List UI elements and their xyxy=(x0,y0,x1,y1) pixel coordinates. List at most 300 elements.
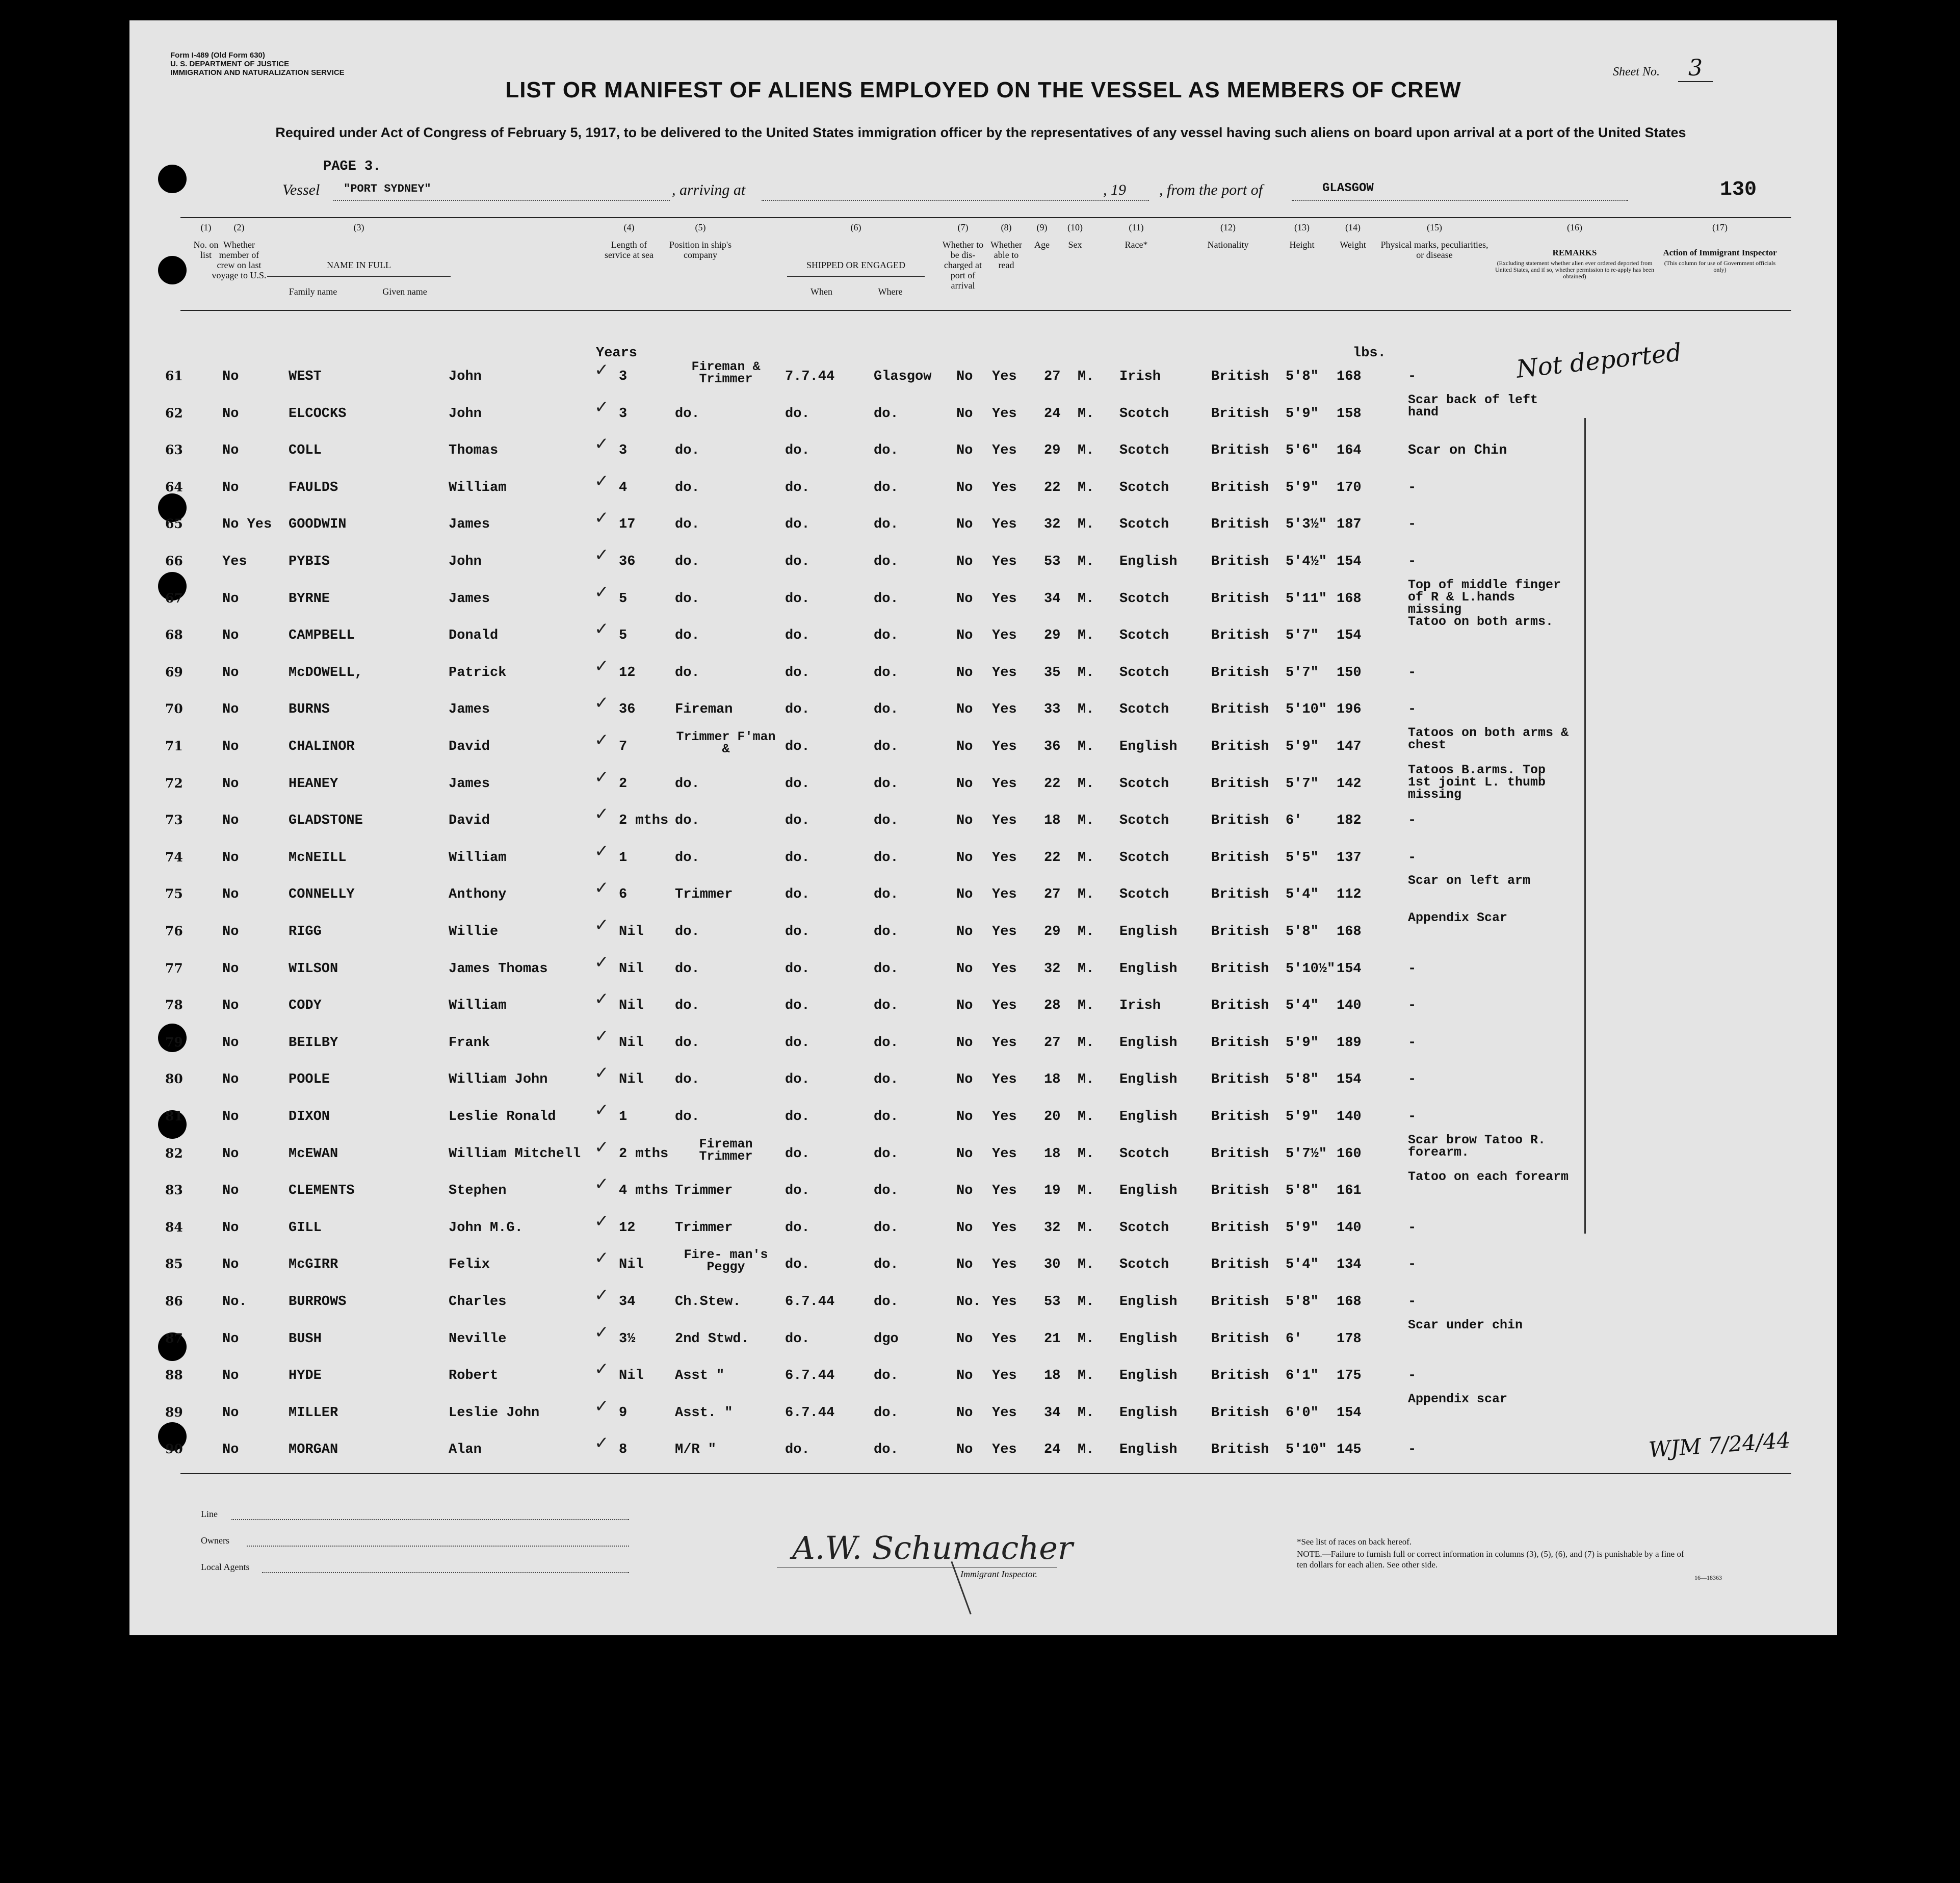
cell-race: English xyxy=(1119,1072,1178,1088)
cell-read: Yes xyxy=(992,406,1017,422)
inspector-caption: Immigrant Inspector. xyxy=(960,1569,1037,1579)
check-mark: ✓ xyxy=(594,1248,609,1269)
cell-weight: 170 xyxy=(1337,480,1362,495)
column-subheader: (This column for use of Government officials only) xyxy=(1664,259,1776,273)
cell-family: McNEILL xyxy=(289,850,347,866)
cell-family: MILLER xyxy=(289,1405,338,1421)
cell-service: 5 xyxy=(619,591,628,607)
cell-no: 74 xyxy=(165,849,183,865)
cell-when: do. xyxy=(785,924,810,939)
cell-weight: 140 xyxy=(1337,998,1362,1014)
cell-service: 12 xyxy=(619,665,636,681)
cell-height: 5'7" xyxy=(1286,628,1319,644)
cell-marks: Appendix scar xyxy=(1408,1391,1508,1406)
cell-crew: No xyxy=(222,1405,239,1421)
rule xyxy=(180,217,1791,218)
column-header: Whether to be dis-charged at port of arrival xyxy=(942,240,984,291)
cell-sex: M. xyxy=(1078,1368,1094,1384)
cell-family: CODY xyxy=(289,998,322,1014)
cell-when: do. xyxy=(785,1035,810,1051)
cell-family: McGIRR xyxy=(289,1257,338,1273)
cell-where: do. xyxy=(874,1442,899,1458)
table-row xyxy=(129,656,1837,703)
cell-age: 34 xyxy=(1044,591,1061,607)
cell-marks: - xyxy=(1408,702,1417,718)
cell-position: do. xyxy=(675,924,700,939)
cell-discharge: No xyxy=(956,1183,973,1199)
table-row xyxy=(129,804,1837,851)
cell-age: 32 xyxy=(1044,517,1061,533)
check-mark: ✓ xyxy=(594,1063,609,1084)
vessel-blank xyxy=(333,200,670,201)
arriving-label: , arriving at xyxy=(672,181,746,198)
cell-where: do. xyxy=(874,443,899,459)
cell-race: English xyxy=(1119,1368,1178,1384)
cell-where: do. xyxy=(874,1294,899,1310)
cell-family: DIXON xyxy=(289,1109,330,1124)
cell-when: do. xyxy=(785,850,810,866)
cell-nationality: British xyxy=(1211,1368,1269,1384)
column-header: Whether member of crew on last voyage to U.S. xyxy=(212,240,267,280)
cell-given: Stephen xyxy=(449,1183,507,1199)
cell-race: Scotch xyxy=(1119,813,1169,829)
column-header: Nationality xyxy=(1207,240,1249,250)
cell-nationality: British xyxy=(1211,961,1269,977)
cell-crew: No xyxy=(222,998,239,1014)
cell-given: David xyxy=(449,813,490,829)
cell-where: do. xyxy=(874,1368,899,1384)
cell-no: 84 xyxy=(165,1219,183,1235)
cell-height: 5'3½" xyxy=(1286,517,1327,533)
cell-discharge: No. xyxy=(956,1294,981,1310)
cell-service: 3½ xyxy=(619,1331,636,1347)
cell-given: William Mitchell xyxy=(449,1146,581,1162)
cell-race: English xyxy=(1119,924,1178,939)
cell-read: Yes xyxy=(992,591,1017,607)
table-row xyxy=(129,577,1837,629)
check-mark: ✓ xyxy=(594,693,609,714)
cell-position: do. xyxy=(675,776,700,792)
column-number: (9) xyxy=(1036,222,1048,232)
column-number: (11) xyxy=(1129,222,1144,232)
cell-weight: 161 xyxy=(1337,1183,1362,1199)
cell-race: English xyxy=(1119,1442,1178,1458)
cell-marks: - xyxy=(1408,1220,1417,1236)
years-unit: Years xyxy=(596,346,638,361)
cell-height: 5'7½" xyxy=(1286,1146,1327,1162)
column-number: (1) xyxy=(200,222,212,232)
rule xyxy=(180,310,1791,311)
cell-crew: No xyxy=(222,1331,239,1347)
cell-when: do. xyxy=(785,591,810,607)
cell-given: John xyxy=(449,369,482,384)
cell-service: 8 xyxy=(619,1442,628,1458)
cell-read: Yes xyxy=(992,924,1017,939)
table-row xyxy=(129,614,1837,666)
from-port-label: , from the port of xyxy=(1159,181,1263,198)
cell-given: James xyxy=(449,591,490,607)
cell-race: English xyxy=(1119,1109,1178,1124)
check-mark: ✓ xyxy=(594,656,609,676)
cell-discharge: No xyxy=(956,1146,973,1162)
cell-marks: - xyxy=(1408,665,1417,681)
cell-race: Scotch xyxy=(1119,480,1169,495)
fine-note: NOTE.—Failure to furnish full or correct information in columns (3), (5), (6), and (7) is punishable by a fine of ten dollars for each alien. See other side. xyxy=(1297,1549,1684,1570)
cell-where: do. xyxy=(874,998,899,1014)
cell-age: 18 xyxy=(1044,1368,1061,1384)
cell-marks: Scar under chin xyxy=(1408,1317,1523,1332)
cell-position: do. xyxy=(675,998,700,1014)
cell-crew: No. xyxy=(222,1294,247,1310)
page-note: PAGE 3. xyxy=(323,159,381,174)
cell-service: 6 xyxy=(619,887,628,903)
cell-when: do. xyxy=(785,887,810,903)
cell-read: Yes xyxy=(992,887,1017,903)
cell-position: do. xyxy=(675,850,700,866)
cell-discharge: No xyxy=(956,1220,973,1236)
column-header: Whether able to read xyxy=(990,240,1022,270)
cell-discharge: No xyxy=(956,739,973,754)
cell-family: HEANEY xyxy=(289,776,338,792)
cell-position: do. xyxy=(675,665,700,681)
cell-given: Leslie John xyxy=(449,1405,540,1421)
cell-read: Yes xyxy=(992,1442,1017,1458)
cell-sex: M. xyxy=(1078,517,1094,533)
column-header: Length of service at sea xyxy=(605,240,654,260)
cell-weight: 154 xyxy=(1337,1072,1362,1088)
cell-nationality: British xyxy=(1211,1109,1269,1124)
check-mark: ✓ xyxy=(594,1322,609,1343)
cell-when: do. xyxy=(785,628,810,644)
cell-race: Irish xyxy=(1119,998,1161,1014)
cell-crew: No xyxy=(222,850,239,866)
cell-marks: - xyxy=(1408,1442,1417,1458)
cell-race: English xyxy=(1119,1405,1178,1421)
inspector-initials: WJM 7/24/44 xyxy=(1648,1427,1791,1462)
column-header: REMARKS xyxy=(1552,248,1597,257)
cell-when: do. xyxy=(785,517,810,533)
cell-read: Yes xyxy=(992,1035,1017,1051)
table-row xyxy=(129,1100,1837,1147)
cell-marks: - xyxy=(1408,998,1417,1014)
cell-nationality: British xyxy=(1211,1146,1269,1162)
cell-crew: No xyxy=(222,887,239,903)
cell-when: do. xyxy=(785,1109,810,1124)
cell-position: Fire- man's Peggy xyxy=(684,1247,768,1275)
cell-when: do. xyxy=(785,1183,810,1199)
cell-marks: - xyxy=(1408,961,1417,977)
column-header: No. on list xyxy=(193,240,219,260)
cell-service: 7 xyxy=(619,739,628,754)
cell-discharge: No xyxy=(956,517,973,533)
cell-height: 5'5" xyxy=(1286,850,1319,866)
cell-service: 2 mths xyxy=(619,813,669,829)
cell-no: 82 xyxy=(165,1145,183,1161)
cell-age: 21 xyxy=(1044,1331,1061,1347)
cell-given: Thomas xyxy=(449,443,499,459)
cell-height: 5'8" xyxy=(1286,1294,1319,1310)
cell-height: 5'4½" xyxy=(1286,554,1327,569)
cell-when: do. xyxy=(785,1257,810,1273)
cell-weight: 150 xyxy=(1337,665,1362,681)
cell-nationality: British xyxy=(1211,1072,1269,1088)
cell-no: 73 xyxy=(165,813,183,828)
cell-crew: No xyxy=(222,591,239,607)
cell-no: 69 xyxy=(165,664,183,679)
form-id xyxy=(170,51,345,77)
cell-sex: M. xyxy=(1078,1257,1094,1273)
cell-crew: No xyxy=(222,739,239,754)
cell-no: 88 xyxy=(165,1368,183,1383)
cell-when: do. xyxy=(785,1146,810,1162)
cell-race: Scotch xyxy=(1119,776,1169,792)
column-header: Physical marks, peculiarities, or disease xyxy=(1380,240,1488,260)
arriving-blank xyxy=(762,200,1149,201)
cell-no: 70 xyxy=(165,701,183,717)
cell-marks: - xyxy=(1408,1257,1417,1273)
cell-read: Yes xyxy=(992,1405,1017,1421)
cell-weight: 182 xyxy=(1337,813,1362,829)
rule xyxy=(267,276,451,277)
cell-discharge: No xyxy=(956,369,973,384)
cell-marks: - xyxy=(1408,1294,1417,1310)
cell-height: 6' xyxy=(1286,813,1302,829)
check-mark: ✓ xyxy=(594,878,609,899)
cell-race: English xyxy=(1119,739,1178,754)
cell-height: 5'10" xyxy=(1286,702,1327,718)
cell-position: Fireman & Trimmer xyxy=(691,359,761,386)
cell-where: do. xyxy=(874,1405,899,1421)
cell-family: WEST xyxy=(289,369,322,384)
cell-position: do. xyxy=(675,591,700,607)
cell-position: Fireman xyxy=(675,702,733,718)
cell-when: 7.7.44 xyxy=(785,369,835,384)
cell-where: do. xyxy=(874,924,899,939)
check-mark: ✓ xyxy=(594,989,609,1010)
cell-position: do. xyxy=(675,517,700,533)
cell-height: 5'8" xyxy=(1286,924,1319,939)
cell-sex: M. xyxy=(1078,443,1094,459)
cell-no: 85 xyxy=(165,1257,183,1272)
cell-discharge: No xyxy=(956,702,973,718)
check-mark: ✓ xyxy=(594,1137,609,1158)
cell-service: 3 xyxy=(619,406,628,422)
column-header: NAME IN FULL xyxy=(327,260,391,270)
cell-marks: Tatoo on each forearm xyxy=(1408,1169,1569,1185)
cell-discharge: No xyxy=(956,850,973,866)
cell-nationality: British xyxy=(1211,776,1269,792)
cell-no: 86 xyxy=(165,1294,183,1309)
cell-given: James xyxy=(449,776,490,792)
cell-nationality: British xyxy=(1211,554,1269,569)
check-mark: ✓ xyxy=(594,1174,609,1195)
column-number: (17) xyxy=(1712,222,1728,232)
cell-family: CLEMENTS xyxy=(289,1183,355,1199)
cell-height: 5'10½" xyxy=(1286,961,1336,977)
cell-family: GILL xyxy=(289,1220,322,1236)
cell-service: Nil xyxy=(619,1035,644,1051)
cell-family: WILSON xyxy=(289,961,338,977)
cell-sex: M. xyxy=(1078,1035,1094,1051)
cell-marks: - xyxy=(1408,850,1417,866)
cell-given: Alan xyxy=(449,1442,482,1458)
cell-marks: Tatoos B.arms. Top 1st joint L. thumb missing xyxy=(1408,762,1546,802)
cell-crew: No xyxy=(222,406,239,422)
cell-read: Yes xyxy=(992,739,1017,754)
check-mark: ✓ xyxy=(594,730,609,750)
cell-nationality: British xyxy=(1211,628,1269,644)
cell-nationality: British xyxy=(1211,887,1269,903)
column-subheader: Where xyxy=(878,286,903,297)
cell-position: Asst " xyxy=(675,1368,725,1384)
owners-blank xyxy=(247,1546,629,1547)
cell-sex: M. xyxy=(1078,480,1094,495)
cell-sex: M. xyxy=(1078,813,1094,829)
vessel-name: "PORT SYDNEY" xyxy=(344,182,431,195)
cell-race: Scotch xyxy=(1119,887,1169,903)
cell-weight: 142 xyxy=(1337,776,1362,792)
cell-height: 5'7" xyxy=(1286,776,1319,792)
cell-no: 87 xyxy=(165,1330,183,1346)
cell-where: do. xyxy=(874,1183,899,1199)
cell-nationality: British xyxy=(1211,1257,1269,1273)
cell-service: Nil xyxy=(619,961,644,977)
cell-where: do. xyxy=(874,776,899,792)
check-mark: ✓ xyxy=(594,397,609,417)
cell-crew: No xyxy=(222,702,239,718)
check-mark: ✓ xyxy=(594,545,609,565)
race-note: *See list of races on back hereof. xyxy=(1297,1537,1412,1547)
cell-when: do. xyxy=(785,776,810,792)
cell-read: Yes xyxy=(992,1257,1017,1273)
cell-race: Scotch xyxy=(1119,443,1169,459)
table-row xyxy=(129,1391,1837,1443)
cell-crew: No xyxy=(222,1442,239,1458)
table-row xyxy=(129,1063,1837,1110)
cell-position: Fireman Trimmer xyxy=(699,1136,753,1164)
cell-crew: No xyxy=(222,1035,239,1051)
cell-age: 53 xyxy=(1044,554,1061,569)
cell-no: 78 xyxy=(165,998,183,1013)
column-subheader: Given name xyxy=(382,286,427,297)
cell-sex: M. xyxy=(1078,776,1094,792)
cell-height: 5'8" xyxy=(1286,1183,1319,1199)
cell-age: 24 xyxy=(1044,406,1061,422)
cell-discharge: No xyxy=(956,406,973,422)
cell-height: 5'6" xyxy=(1286,443,1319,459)
cell-marks: Appendix Scar xyxy=(1408,910,1508,925)
cell-race: Scotch xyxy=(1119,1257,1169,1273)
cell-service: Nil xyxy=(619,1368,644,1384)
cell-family: BEILBY xyxy=(289,1035,338,1051)
cell-discharge: No xyxy=(956,480,973,495)
cell-service: Nil xyxy=(619,924,644,939)
cell-position: do. xyxy=(675,443,700,459)
cell-where: do. xyxy=(874,1035,899,1051)
bracket-line xyxy=(1584,418,1588,1234)
column-subheader: Family name xyxy=(289,286,337,297)
cell-age: 22 xyxy=(1044,480,1061,495)
cell-read: Yes xyxy=(992,998,1017,1014)
cell-where: do. xyxy=(874,1257,899,1273)
cell-position: do. xyxy=(675,1035,700,1051)
form-code: 16—18363 xyxy=(1694,1574,1722,1581)
cell-sex: M. xyxy=(1078,1294,1094,1310)
cell-crew: No xyxy=(222,776,239,792)
cell-read: Yes xyxy=(992,1331,1017,1347)
cell-when: do. xyxy=(785,1220,810,1236)
cell-nationality: British xyxy=(1211,1183,1269,1199)
cell-given: John xyxy=(449,406,482,422)
cell-height: 5'4" xyxy=(1286,887,1319,903)
table-row xyxy=(129,470,1837,518)
cell-position: do. xyxy=(675,406,700,422)
cell-family: PYBIS xyxy=(289,554,330,569)
cell-position: Trimmer F'man & xyxy=(676,729,776,756)
cell-no: 89 xyxy=(165,1404,183,1420)
cell-where: do. xyxy=(874,850,899,866)
cell-sex: M. xyxy=(1078,406,1094,422)
cell-no: 64 xyxy=(165,479,183,494)
cell-family: GOODWIN xyxy=(289,517,347,533)
cell-discharge: No xyxy=(956,1405,973,1421)
cell-height: 5'4" xyxy=(1286,1257,1319,1273)
cell-when: do. xyxy=(785,443,810,459)
cell-read: Yes xyxy=(992,1220,1017,1236)
cell-age: 35 xyxy=(1044,665,1061,681)
table-row xyxy=(129,1433,1837,1480)
cell-read: Yes xyxy=(992,517,1017,533)
cell-read: Yes xyxy=(992,961,1017,977)
check-mark: ✓ xyxy=(594,915,609,935)
cell-age: 18 xyxy=(1044,813,1061,829)
table-row xyxy=(129,873,1837,925)
column-number: (5) xyxy=(695,222,706,232)
cell-sex: M. xyxy=(1078,739,1094,754)
cell-where: do. xyxy=(874,1220,899,1236)
cell-marks: Top of middle finger of R & L.hands missing xyxy=(1408,577,1561,617)
cell-marks: - xyxy=(1408,1072,1417,1088)
cell-service: 3 xyxy=(619,443,628,459)
cell-family: CONNELLY xyxy=(289,887,355,903)
cell-sex: M. xyxy=(1078,1146,1094,1162)
cell-weight: 154 xyxy=(1337,961,1362,977)
cell-family: POOLE xyxy=(289,1072,330,1088)
vessel-label: Vessel xyxy=(282,181,320,198)
cell-race: English xyxy=(1119,554,1178,569)
cell-family: McDOWELL, xyxy=(289,665,363,681)
cell-when: 6.7.44 xyxy=(785,1368,835,1384)
cell-given: John M.G. xyxy=(449,1220,523,1236)
cell-race: Scotch xyxy=(1119,628,1169,644)
cell-height: 6'1" xyxy=(1286,1368,1319,1384)
cell-height: 5'9" xyxy=(1286,480,1319,495)
cell-position: do. xyxy=(675,961,700,977)
cell-age: 28 xyxy=(1044,998,1061,1014)
check-mark: ✓ xyxy=(594,952,609,973)
cell-nationality: British xyxy=(1211,813,1269,829)
agents-blank xyxy=(262,1572,629,1573)
cell-age: 19 xyxy=(1044,1183,1061,1199)
cell-sex: M. xyxy=(1078,924,1094,939)
cell-race: Scotch xyxy=(1119,665,1169,681)
lbs-unit: lbs. xyxy=(1353,346,1386,361)
cell-no: 66 xyxy=(165,554,183,568)
cell-service: 4 mths xyxy=(619,1183,669,1199)
cell-given: Charles xyxy=(449,1294,507,1310)
check-mark: ✓ xyxy=(594,582,609,603)
cell-given: Felix xyxy=(449,1257,490,1273)
